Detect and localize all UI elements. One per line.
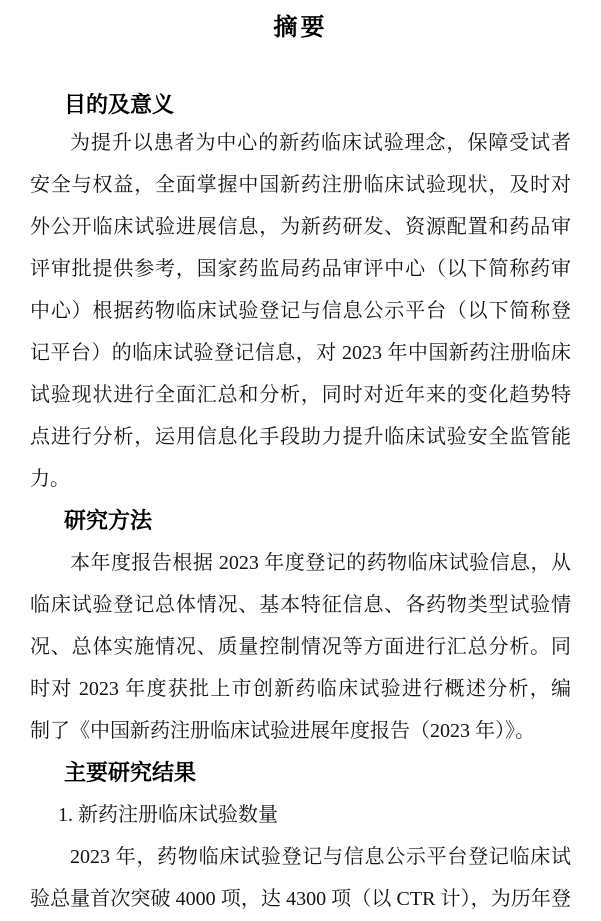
text-line: 临床试验登记总体情况、基本特征信息、各药物类型试验情 bbox=[30, 594, 571, 616]
text-line: 验总量首次突破 4000 项，达 4300 项（以 CTR 计），为历年登 bbox=[30, 888, 571, 910]
text-line: 安全与权益，全面掌握中国新药注册临床试验现状，及时对 bbox=[30, 174, 571, 196]
text-line: 本年度报告根据 2023 年度登记的药物临床试验信息，从 bbox=[70, 552, 571, 574]
text-line: 时对 2023 年度获批上市创新药临床试验进行概述分析，编 bbox=[30, 678, 571, 700]
section-heading-purpose: 目的及意义 bbox=[64, 92, 175, 117]
section-heading-methods: 研究方法 bbox=[64, 508, 153, 533]
text-line: 为提升以患者为中心的新药临床试验理念，保障受试者 bbox=[70, 132, 571, 154]
paragraph-methods bbox=[30, 542, 571, 752]
results-item-1: 1. 新药注册临床试验数量 bbox=[58, 804, 278, 826]
text-line: 评审批提供参考，国家药监局药品审评中心（以下简称药审 bbox=[30, 258, 571, 280]
text-line: 况、总体实施情况、质量控制情况等方面进行汇总分析。同 bbox=[30, 636, 571, 658]
text-line: 记平台）的临床试验登记信息，对 2023 年中国新药注册临床 bbox=[30, 342, 571, 364]
text-line: 中心）根据药物临床试验登记与信息公示平台（以下简称登 bbox=[30, 300, 571, 322]
text-line: 力。 bbox=[30, 468, 70, 490]
text-line: 点进行分析，运用信息化手段助力提升临床试验安全监管能 bbox=[30, 426, 571, 448]
text-line: 试验现状进行全面汇总和分析，同时对近年来的变化趋势特 bbox=[30, 384, 571, 406]
page-title: 摘要 bbox=[273, 15, 328, 41]
paragraph-purpose bbox=[30, 122, 571, 500]
text-line: 制了《中国新药注册临床试验进展年度报告（2023 年）》。 bbox=[30, 720, 535, 742]
text-line: 2023 年，药物临床试验登记与信息公示平台登记临床试 bbox=[70, 846, 571, 868]
paragraph-results bbox=[30, 836, 571, 920]
section-heading-results: 主要研究结果 bbox=[64, 760, 197, 785]
text-line: 外公开临床试验进展信息，为新药研发、资源配置和药品审 bbox=[30, 216, 571, 238]
